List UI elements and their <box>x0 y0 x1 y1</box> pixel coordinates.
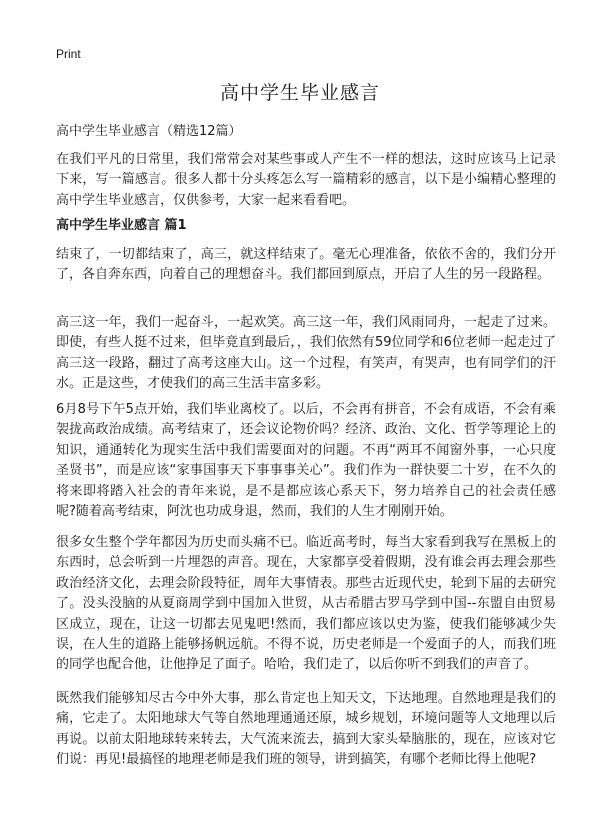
print-link[interactable]: Print <box>56 47 81 61</box>
page-title: 高中学生毕业感言 <box>219 82 380 104</box>
body-paragraph: 结束了，一切都结束了，高三，就这样结束了。毫无心理准备，依依不舍的，我们分开了，各自奔东西，向着自己的理想奋斗。我们都回到原点，开启了人生的另一段路程。 <box>56 247 556 283</box>
body-paragraph: 既然我们能够知尽古今中外大事，那么肯定也上知天文，下达地理。自然地理是我们的痛，它走了。太阳地球大气等自然地理通通还原，城乡规划，环境问题等人文地理以后再说。以前太阳地球转来转去，大气流来流去，搞到大家头晕脑胀的，现在，应该对它们说：再见!最搞怪的地理老师是我们班的领导，讲到搞笑，有哪个老师比得上他呢? <box>56 691 556 768</box>
body-paragraph: 高三这一年，我们一起奋斗，一起欢笑。高三这一年，我们风雨同舟，一起走了过来。即使，有些人挺不过来，但毕竟直到最后，，我们依然有59位同学和6位老师一起走过了高三这一段路，翻过了高考这座大山。这一个过程，有笑声，有哭声，也有同学们的汗水。正是这些，才使我们的高三生活丰富多彩。 <box>56 315 556 392</box>
section-heading: 高中学生毕业感言 篇1 <box>56 218 187 233</box>
body-paragraph: 很多女生整个学年都因为历史而头痛不已。临近高考时，每当大家看到我写在黑板上的东西时，总会听到一片埋怨的声音。现在，大家都享受着假期，没有谁会再去理会那些政治经济文化，去理会阶段特征，周年大事情表。那些古近现代史，轮到下届的去研究了。没头没脑的从夏商周学到中国加入世贸，从古希腊古罗马学到中国--东盟自由贸易区成立，现在，让这一切都去见鬼吧!然而，我们都应该以史为鉴，使我们能够减少失误，在人生的道路上能够扬帆远航。不得不说，历史老师是一个爱面子的人，而我们班的同学也配合他，让他挣足了面子。哈哈，我们走了，以后你听不到我们的声音了。 <box>56 535 556 673</box>
intro-paragraph: 在我们平凡的日常里，我们常常会对某些事或人产生不一样的想法，这时应该马上记录下来，写一篇感言。很多人都十分头疼怎么写一篇精彩的感言，以下是小编精心整理的高中学生毕业感言，仅供参考，大家一起来看看吧。 <box>56 152 556 208</box>
body-paragraph: 6月8号下午5点开始，我们毕业离校了。以后，不会再有拼音，不会有成语，不会有乘袈拢高政治成绩。高考结束了，还会议论物价吗？经济、政治、文化、哲学等理论上的知识，通通转化为现实生活中我们需要面对的问题。不再“两耳不闻窗外事，一心只度圣贤书”，而是应该“家事国事天下事事事关心”。我们作为一群快要二十岁，在不久的将来即将踏入社会的青年来说，是不是都应该心系天下，努力培养自己的社会责任感呢?随着高考结束，阿沈也功成身退，然而，我们的人生才刚刚开始。 <box>56 402 556 520</box>
document-subtitle: 高中学生毕业感言（精选12篇） <box>56 124 242 139</box>
